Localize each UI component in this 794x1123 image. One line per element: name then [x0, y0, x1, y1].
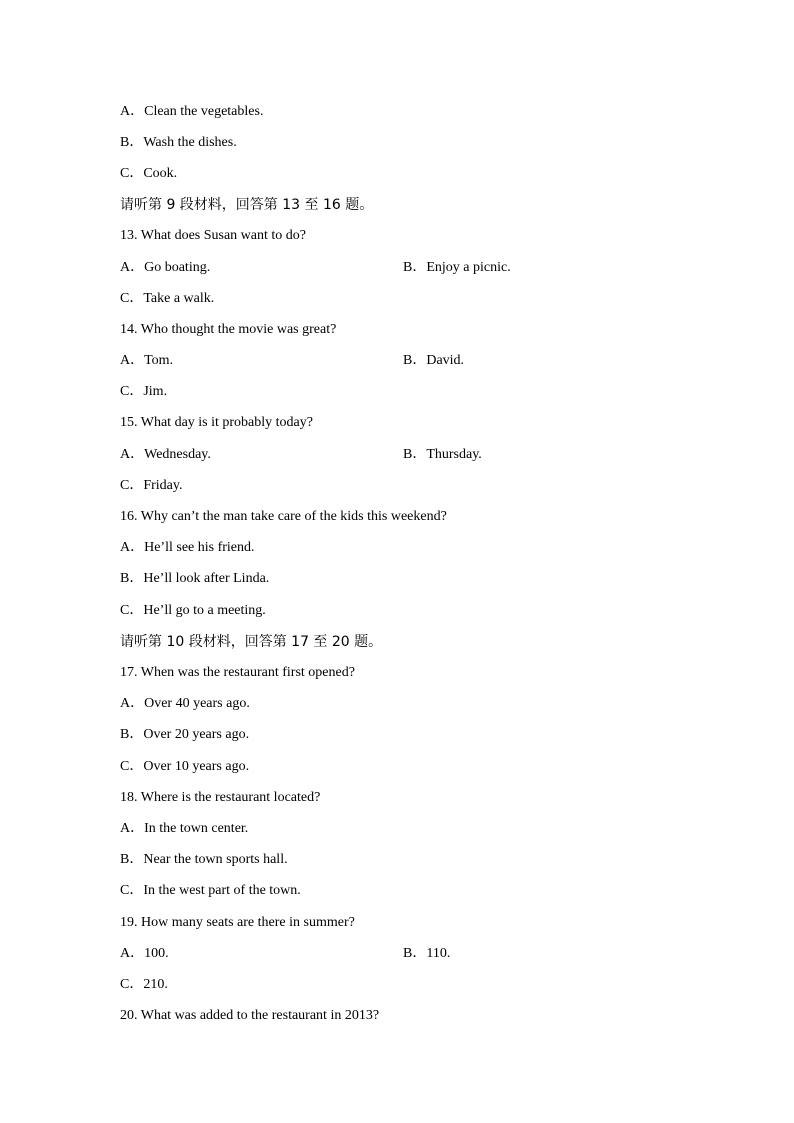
- question-19: 19. How many seats are there in summer?: [120, 915, 355, 930]
- q18-option-b: B．Near the town sports hall.: [120, 852, 288, 867]
- q12-option-c: C．Cook.: [120, 166, 178, 181]
- q16-option-b: B．He’ll look after Linda.: [120, 571, 270, 586]
- q13-option-a: A．Go boating.: [120, 260, 211, 275]
- q14-option-c: C．Jim.: [120, 384, 168, 399]
- q15-option-c: C．Friday.: [120, 478, 183, 493]
- q19-option-b: B．110.: [403, 946, 451, 961]
- q13-option-c: C．Take a walk.: [120, 291, 215, 306]
- section-10-heading: 请听第 10 段材料，回答第 17 至 20 题。: [120, 634, 383, 650]
- q16-option-a: A．He’ll see his friend.: [120, 540, 255, 555]
- question-20: 20. What was added to the restaurant in 2013?: [120, 1008, 380, 1023]
- question-14: 14. Who thought the movie was great?: [120, 322, 337, 337]
- q17-option-b: B．Over 20 years ago.: [120, 727, 250, 742]
- question-17: 17. When was the restaurant first opened?: [120, 665, 355, 680]
- q13-option-b: B．Enjoy a picnic.: [403, 260, 511, 275]
- question-16: 16. Why can’t the man take care of the kids this weekend?: [120, 509, 447, 524]
- q19-option-c: C．210.: [120, 977, 168, 992]
- q15-option-a: A．Wednesday.: [120, 447, 211, 462]
- question-18: 18. Where is the restaurant located?: [120, 790, 321, 805]
- q14-option-b: B．David.: [403, 353, 465, 368]
- q18-option-c: C．In the west part of the town.: [120, 883, 301, 898]
- q15-option-b: B．Thursday.: [403, 447, 482, 462]
- q12-option-a: A．Clean the vegetables.: [120, 104, 264, 119]
- q17-option-a: A．Over 40 years ago.: [120, 696, 250, 711]
- q16-option-c: C．He’ll go to a meeting.: [120, 603, 266, 618]
- q19-option-a: A．100.: [120, 946, 169, 961]
- section-9-heading: 请听第 9 段材料，回答第 13 至 16 题。: [120, 197, 374, 213]
- question-15: 15. What day is it probably today?: [120, 415, 313, 430]
- q14-option-a: A．Tom.: [120, 353, 174, 368]
- q17-option-c: C．Over 10 years ago.: [120, 759, 250, 774]
- q12-option-b: B．Wash the dishes.: [120, 135, 237, 150]
- q18-option-a: A．In the town center.: [120, 821, 249, 836]
- question-13: 13. What does Susan want to do?: [120, 228, 306, 243]
